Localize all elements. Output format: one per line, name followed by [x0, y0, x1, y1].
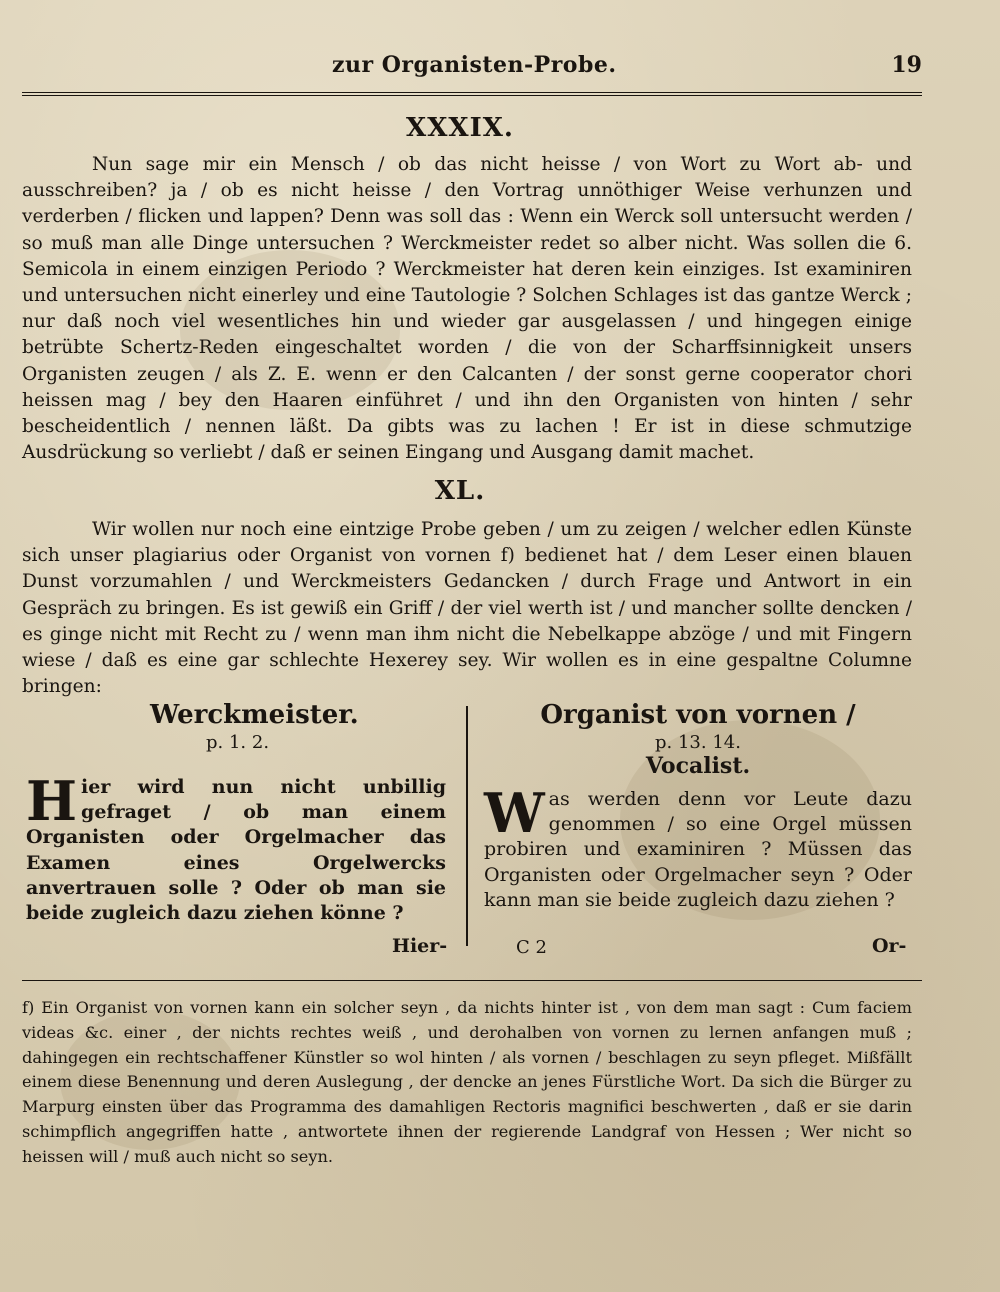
footnote-rule [22, 980, 922, 981]
footnote: f) Ein Organist von vornen kann ein solcher seyn , da nichts hinter ist , von dem man sagt : Cum faciem videas &c. einer , der nichts rechtes weiß , und derohalben von vornen zu lernen anfangen muß ; dahingegen ein rechtschaffener Künstler so wol hinten / als vornen / beschlagen zu seyn pfleget. Mißfällt einem diese Benennung und deren Auslegung , der dencke an jenes Fürstliche Wort. Da sich die Bürger zu Marpurg einsten über das Programma des damahligen Rectoris magnifici beschwerten , daß er sie darin schimpflich angegriffen hatte , antwortete ihnen der regierende Landgraf von Hessen ; Wer nicht so heissen will / muß auch nicht so seyn. [22, 998, 912, 1166]
column-divider [466, 706, 468, 946]
catchword-left: Hier- [392, 935, 448, 957]
page-header [22, 52, 922, 92]
header-rule [22, 92, 922, 99]
signature-mark: C 2 [516, 937, 547, 958]
section-text-40 [22, 517, 912, 700]
section-heading-39: XXXIX. [406, 113, 514, 143]
column-text-right: Was werden denn vor Leute dazu genommen / so eine Orgel müssen probiren und examiniren ? Müssen das Organisten oder Orgelmacher seyn ? Oder kann man sie beide zugleich dazu ziehen ? [484, 781, 912, 911]
page-ref-right: p. 13. 14. [655, 732, 741, 753]
section-text-39 [22, 152, 912, 466]
section-heading-40: XL. [434, 476, 486, 506]
section-body-40: Wir wollen nur noch eine eintzige Probe geben / um zu zeigen / welcher edlen Künste sich unser plagiarius oder Organist von vornen f) bedienet hat / dem Leser einen blauen Dunst vorzumahlen / und Werckmeisters Gedancken / durch Frage und Antwort in ein Gespräch zu bringen. Es ist gewiß ein Griff / der viel werth ist / und mancher sollte dencken / es ginge nicht mit Recht zu / wenn man ihm nicht die Nebelkappe abzöge / und mit Fingern wiese / daß es eine gar schlechte Hexerey sey. Wir wollen es in eine gespaltne Columne bringen: [22, 519, 912, 698]
column-heading-left: Werckmeister. [150, 700, 359, 730]
catchword-right: Or- [872, 935, 907, 957]
page-number: 19 [891, 52, 922, 78]
running-title: zur Organisten-Probe. [332, 52, 617, 78]
column-organist [484, 700, 912, 913]
page-ref-left: p. 1. 2. [206, 732, 270, 753]
column-heading-right: Organist von vornen / [540, 700, 856, 730]
column-werckmeister [26, 700, 446, 926]
column-text-left: Hier wird nun nicht unbillig gefraget / ob man einem Organisten oder Orgelmacher das Examen eines Orgelwercks anvertrauen solle ? Oder ob man sie beide zugleich dazu ziehen könne ? [26, 769, 446, 925]
section-body-39: Nun sage mir ein Mensch / ob das nicht heisse / von Wort zu Wort ab- und ausschreiben? ja / ob es nicht heisse / den Vortrag unnöthiger Weise verhunzen und verderben / flicken und lappen? Denn was soll das : Wenn ein Werck soll untersucht werden / so muß man alle Dinge untersuchen ? Werckmeister redet so alber nicht. Was sollen die 6. Semicola in einem einzigen Periodo ? Werckmeister hat deren kein einziges. Ist examiniren und untersuchen nicht einerley und eine Tautologie ? Solchen Schlages ist das gantze Werck ; nur daß noch viel wesentliches hin und wieder gar ausgelassen / und hingegen einige betrübte Schertz-Reden eingeschaltet worden / die von der Scharffsinnigkeit unsers Organisten zeugen / als Z. E. wenn er den Calcanten / der sonst gerne cooperator chori heissen mag / bey den Haaren einführet / und ihn den Organisten von hinten / sehr bescheidentlich / nennen läßt. Da gibts was zu lachen ! Er ist in diese schmutzige Ausdrückung so verliebt / daß er seinen Eingang und Ausgang damit machet. [22, 154, 912, 464]
column-subheading-right: Vocalist. [645, 753, 751, 779]
